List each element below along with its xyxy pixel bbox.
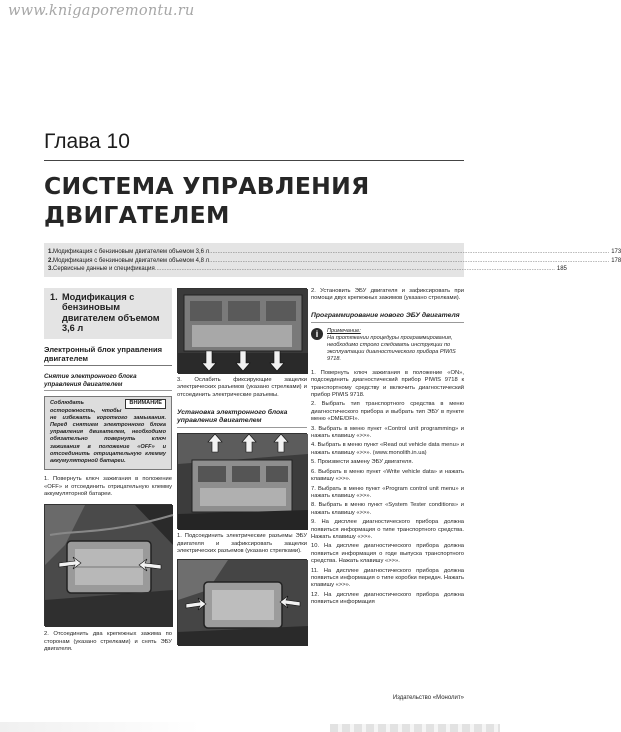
subsection-heading: Электронный блок управления двигателем (44, 346, 172, 366)
step-text: 10. На дисплее диагностического прибора должна появиться информация о годе выпуска транспортного средства. Нажать клавишу «>>». (311, 543, 464, 565)
warning-text: Соблюдать осторожность, чтобы не избежать короткого замыкания. Перед снятием электронного блока управления двигателем, необходимо обязательно повернуть ключ зажигания в положение «OFF» и отсоединить отрицательную клемму аккумуляторной батареи. (50, 400, 166, 464)
chapter-divider (44, 160, 464, 161)
toc-leader: ................................................................................................................................................................................................................................................ (154, 266, 555, 273)
note-title: Примечание: (327, 327, 361, 334)
step-text: 1. Повернуть ключ зажигания в положение «OFF» и отсоединить отрицательную клемму аккумуляторной батареи. (44, 476, 172, 498)
step-text: 3. Выбрать в меню пункт «Control unit programming» и нажать клавишу «>>». (311, 425, 464, 440)
section-header (44, 288, 172, 339)
photo-illustration (178, 560, 308, 646)
toc-entry[interactable] (48, 248, 621, 257)
toc-number: 3. (48, 266, 54, 273)
procedure-heading: Снятие электронного блока управления двигателем (44, 373, 172, 391)
column-right (311, 288, 464, 607)
scan-shadow (0, 722, 200, 732)
step-text: 1. Повернуть ключ зажигания в положение «ON», подсоединить диагностический прибор PIWIS 9718 к транспортному средству и включить диагностический прибор PIWIS 9718. (311, 369, 464, 399)
step-text: 5. Произвести замену ЭБУ двигателя. (311, 459, 414, 466)
ecu-photo-install-connectors (177, 433, 307, 529)
step-text: 4. Выбрать в меню пункт «Read out vehicle data menu» и нажать клавишу «>>». (www.monolith.in.ua) (311, 442, 464, 456)
publisher-footer: Издательство «Монолит» (392, 695, 464, 701)
chapter-title-line: СИСТЕМА УПРАВЛЕНИЯ (44, 172, 370, 200)
toc-number: 2. (48, 257, 54, 264)
step-text: 11. На дисплее диагностического прибора должна появиться информация о типе коробки передач. Нажать клавишу «>>». (311, 567, 464, 589)
step-text: 2. Установить ЭБУ двигателя и зафиксировать при помощи двух крепежных зажимов (указано стрелками). (311, 288, 464, 302)
toc-title: Сервисные данные и спецификация (53, 266, 155, 273)
step-text: 7. Выбрать в меню пункт «Program control unit menu» и нажать клавишу «>>». (311, 485, 464, 499)
section-title: Модификация с бензиновым двигателем объемом 3,6 л (62, 292, 160, 334)
note-body (327, 328, 464, 363)
toc-page-number: 173 (611, 249, 621, 255)
column-middle (177, 288, 307, 645)
programming-steps (311, 370, 464, 607)
photo-illustration (178, 289, 308, 374)
toc-leader: ................................................................................................................................................................................................................................................ (209, 257, 610, 264)
note-box (311, 328, 464, 363)
toc-number: 1. (48, 249, 54, 255)
info-icon: i (311, 328, 323, 340)
ecu-photo-install-clips (177, 559, 307, 645)
toc-title: Модификация с бензиновым двигателем объемом 4,8 л (53, 257, 210, 264)
step-text: 2. Выбрать тип транспортного средства в меню диагностического прибора и выбрать тип ЭБУ в пункте меню «DME/DFI». (311, 401, 464, 423)
toc-entry[interactable] (48, 265, 567, 274)
chapter-label: Глава 10 (44, 130, 130, 153)
step-text: 12. На дисплее диагностического прибора должна появиться информация (311, 591, 464, 606)
table-of-contents (44, 243, 621, 277)
note-text: На протяжении процедуры программирования, необходимо строго следовать инструкции по эксплуатации диагностического прибора PIWIS 9718. (327, 334, 456, 362)
watermark-url: www.knigaporemontu.ru (8, 3, 195, 19)
toc-entry[interactable] (48, 257, 621, 266)
scan-bleed (330, 724, 500, 732)
step-text: 1. Подсоединить электрические разъемы ЭБУ двигателя и зафиксировать защелки электрических разъемов (указано стрелками). (177, 533, 307, 555)
step-text: 3. Ослабить фиксирующие защелки электрических разъемов (указано стрелками) и отсоединить электрические разъемы. (177, 377, 307, 398)
warning-tag: ВНИМАНИЕ (125, 399, 166, 408)
toc-page-number: 185 (556, 266, 567, 273)
photo-illustration (178, 434, 308, 530)
toc-page-number: 178 (611, 257, 621, 264)
step-text: 9. На дисплее диагностического прибора должна появиться информация о типе транспортного средства. Нажать клавишу «>>». (311, 519, 464, 540)
step-text: 8. Выбрать в меню пункт «System Tester conditions» и нажать клавишу «>>». (311, 502, 464, 516)
step-text: 6. Выбрать в меню пункт «Write vehicle data» и нажать клавишу «>>». (311, 468, 464, 483)
photo-illustration (45, 505, 173, 627)
procedure-heading: Установка электронного блока управления двигателем (177, 409, 307, 428)
scan-edge (0, 722, 500, 732)
warning-box (44, 396, 172, 470)
step-text: 2. Отсоединить два крепежных зажима по сторонам (указано стрелками) и снять ЭБУ двигателя. (44, 631, 172, 653)
toc-leader: ................................................................................................................................................................................................................................................ (209, 249, 610, 255)
section-number: 1. (50, 292, 58, 302)
chapter-title-line: ДВИГАТЕЛЕМ (44, 201, 230, 229)
column-left (44, 288, 172, 654)
chapter-title (44, 172, 464, 230)
ecu-photo-clips (44, 504, 172, 626)
procedure-heading: Программирование нового ЭБУ двигателя (311, 312, 464, 323)
ecu-photo-connectors (177, 288, 307, 373)
toc-title: Модификация с бензиновым двигателем объемом 3,6 л (53, 249, 210, 255)
